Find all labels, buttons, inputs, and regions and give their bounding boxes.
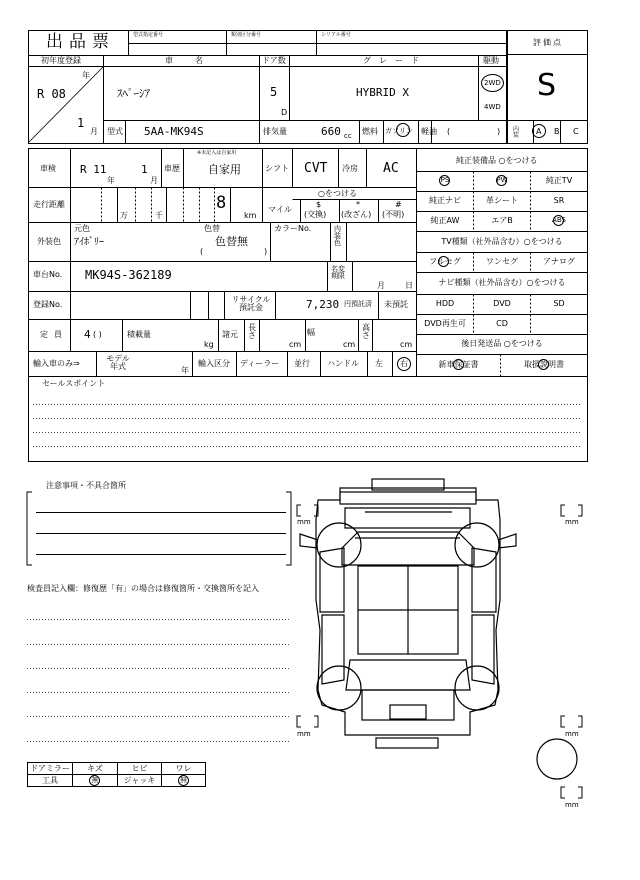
navi-cd: CD <box>496 319 508 328</box>
mileage-opt-star: * <box>356 200 360 209</box>
serial-number-label: シリアル番号 <box>321 32 351 38</box>
scratch-label: キズ <box>87 764 103 773</box>
tv-analog: アナログ <box>543 257 575 266</box>
use-value: 自家用 <box>208 163 241 176</box>
model-year-label: モデル年式 <box>106 354 130 371</box>
equip-pw: PW <box>496 176 508 184</box>
equip-ps: PS <box>440 176 450 184</box>
width-cm: cm <box>343 340 356 349</box>
shaken-month: 1 <box>141 163 148 176</box>
interior-label: 内装 <box>513 126 520 139</box>
first-reg-label: 初年度登録 <box>41 56 81 65</box>
length-cm: cm <box>289 340 302 349</box>
docs-manual-mark <box>538 359 549 370</box>
jack-none: 無 <box>180 776 187 784</box>
equip-aw: 純正AW <box>430 216 460 225</box>
first-reg-year: R 08 <box>37 87 66 101</box>
mileage-sen: 千 <box>155 211 163 220</box>
shaken-year-mark: 年 <box>107 176 115 185</box>
jack-none-mark <box>178 775 189 786</box>
mirror-label: ドアミラー <box>30 764 70 773</box>
recycle-not-deposited: 未預託 <box>384 300 408 309</box>
mileage-opt-unknown: (不明) <box>382 210 405 219</box>
repaint-paren-close: ) <box>264 247 268 256</box>
fuel-gasoline-mark <box>396 123 410 137</box>
mileage-note: ○をつける <box>318 189 357 198</box>
docs-title: 後日発送品 ○をつける <box>461 339 543 348</box>
int-color-label: 内装色 <box>334 225 341 247</box>
car-name: ｽﾍﾟｰｼｱ <box>117 87 150 100</box>
docs-manual: 取扱説明書 <box>524 360 564 369</box>
cc-unit: cc <box>344 132 352 140</box>
docs-warranty-mark <box>453 359 464 370</box>
mileage-opt-tampered: (改ざん) <box>341 210 372 219</box>
model-year-mark: 年 <box>181 366 189 375</box>
fuel-light-oil: 軽油 <box>421 127 437 136</box>
mm-rear-left: mm <box>297 730 311 738</box>
height-cm: cm <box>400 340 413 349</box>
expiry-day-mark: 日 <box>405 281 413 290</box>
crack-label: ヒビ <box>131 764 148 773</box>
mileage-label: 走行距離 <box>33 200 65 209</box>
expiry-month-mark: 月 <box>377 281 385 290</box>
mm-front-left: mm <box>297 518 311 526</box>
ext-color-label: 外装色 <box>37 237 61 246</box>
break-label: ワレ <box>175 764 192 773</box>
equip-navi: 純正ナビ <box>429 196 461 205</box>
fuel-label: 燃料 <box>362 127 378 136</box>
car-name-label: 車名 <box>165 56 225 65</box>
tool-none: 無 <box>91 776 99 784</box>
mileage-km: km <box>244 211 257 220</box>
recycle-label: リサイクル預託金 <box>231 295 271 312</box>
inspector-label: 検査員記入欄：修復歴「有」の場合は修復箇所・交換箇所を記入 <box>27 584 259 593</box>
width-label: 幅 <box>307 328 315 337</box>
equip-leather: 革シート <box>486 196 518 205</box>
fuel-gasoline: ガソリン <box>385 127 413 135</box>
navi-dvd: DVD <box>493 299 511 308</box>
equip-tv: 純正TV <box>545 176 573 185</box>
class-number-label: 類別区分番号 <box>231 32 262 38</box>
load-kg: kg <box>204 340 214 349</box>
orig-color-value: ｱｲﾎﾞﾘｰ <box>74 237 104 248</box>
repaint-value: 色替無 <box>215 235 248 248</box>
handle-left: 左 <box>375 359 383 368</box>
use-note: ※未記入は自家用 <box>197 150 237 156</box>
tool-label: 工具 <box>42 776 58 785</box>
navi-title: ナビ種類（社外品含む）○をつける <box>438 278 566 287</box>
drive-4wd: 4WD <box>484 103 501 111</box>
equip-airbag: エアB <box>491 216 513 225</box>
import-parallel: 並行 <box>294 359 310 368</box>
capacity-paren: ( ) <box>93 330 102 339</box>
model-label: 型式 <box>107 127 123 136</box>
ac-value: AC <box>383 161 399 176</box>
tool-none-mark <box>89 775 100 786</box>
capacity-value: 4 <box>84 328 91 341</box>
fuel-paren-close: ) <box>497 127 501 136</box>
drive-2wd: 2WD <box>484 79 501 87</box>
docs-warranty: 新車保証書 <box>438 360 479 369</box>
displacement-label: 排気量 <box>263 127 287 136</box>
handle-right-mark <box>397 357 411 371</box>
navi-hdd: HDD <box>435 299 455 308</box>
notes-label: 注意事項・不具合箇所 <box>46 481 126 490</box>
door-type: D <box>281 108 288 117</box>
tv-fullseg-mark <box>438 256 449 267</box>
equip-abs: ABS <box>552 216 566 224</box>
first-reg-month: 1 <box>77 116 85 130</box>
recycle-value: 7,230 <box>306 298 340 311</box>
equip-title: 純正装備品 ○をつける <box>456 156 538 165</box>
first-reg-month-mark: 月 <box>90 127 98 136</box>
handle-label: ハンドル <box>327 359 359 368</box>
tv-title: TV種類（社外品含む）○をつける <box>441 237 563 246</box>
tv-oneseg: ワンセグ <box>486 257 518 266</box>
displacement-value: 660 <box>321 125 341 138</box>
handle-right: 右 <box>400 359 408 368</box>
navi-dvd-play: DVD再生可 <box>424 319 466 328</box>
load-label: 積載量 <box>127 330 151 339</box>
drive-label: 駆動 <box>483 56 499 65</box>
mileage-opt-mile: マイル <box>268 205 292 214</box>
chassis-value: MK94S-362189 <box>85 268 172 282</box>
drive-2wd-mark <box>481 74 504 92</box>
doors-value: 5 <box>270 85 278 99</box>
mm-rear-right: mm <box>565 730 579 738</box>
interior-grade-a: A <box>536 127 542 136</box>
tv-fullseg: フルセグ <box>429 257 461 266</box>
import-dealer: ディーラー <box>240 359 280 368</box>
import-class-label: 輸入区分 <box>198 359 230 368</box>
eval-score: S <box>537 68 557 103</box>
interior-grade-c: C <box>573 127 579 136</box>
mm-spare: mm <box>565 801 579 809</box>
form-title: 出品票 <box>46 32 115 52</box>
chassis-label: 車台No. <box>33 270 63 279</box>
shift-value: CVT <box>304 161 328 176</box>
type-approval-label: 型式指定番号 <box>133 32 164 38</box>
orig-color-label: 元色 <box>74 224 90 233</box>
mileage-man: 万 <box>120 211 128 220</box>
capacity-label: 定員 <box>40 330 68 339</box>
height-label: 高さ <box>362 323 370 340</box>
mileage-opt-dollar: $ <box>316 200 322 209</box>
doors-label: ドア数 <box>262 56 286 65</box>
model-value: 5AA-MK94S <box>144 125 204 138</box>
interior-grade-a-mark <box>532 124 546 138</box>
import-label: 輸入車のみ⇒ <box>33 359 80 368</box>
ac-label: 冷房 <box>342 164 358 173</box>
color-no-label: カラーNo. <box>274 224 312 233</box>
sales-points-label: セールスポイント <box>42 379 106 388</box>
mileage-value: 8 <box>216 193 227 213</box>
fuel-paren-open: ( <box>447 127 451 136</box>
shaken-month-mark: 月 <box>150 176 158 185</box>
shaken-year: R 11 <box>80 163 107 176</box>
length-label: 長さ <box>248 323 256 340</box>
repaint-paren-open: ( <box>200 247 204 256</box>
repaint-label: 色替 <box>204 224 220 233</box>
interior-grade-b: B <box>554 127 560 136</box>
dims-label: 諸元 <box>222 330 238 339</box>
equip-sr: SR <box>553 196 565 205</box>
mm-front-right: mm <box>565 518 579 526</box>
equip-abs-mark <box>553 215 564 226</box>
reg-no-label: 登録No. <box>33 300 63 309</box>
eval-label: 評価点 <box>533 38 563 47</box>
shaken-label: 車検 <box>40 164 56 173</box>
grade-label: グレード <box>363 56 427 65</box>
mileage-opt-exchange: (交換) <box>304 210 327 219</box>
jack-label: ジャッキ <box>123 776 156 785</box>
first-reg-year-mark: 年 <box>82 71 90 80</box>
mileage-opt-hash: # <box>395 200 402 209</box>
grade-value: HYBRID X <box>356 86 409 99</box>
navi-sd: SD <box>553 299 565 308</box>
use-label: 車歴 <box>164 164 180 173</box>
equip-pw-mark <box>496 175 507 186</box>
shift-label: シフト <box>265 164 289 173</box>
equip-ps-mark <box>439 175 450 186</box>
recycle-deposited: 円預託済 <box>344 300 372 308</box>
expiry-label: 名変期限 <box>331 265 345 280</box>
